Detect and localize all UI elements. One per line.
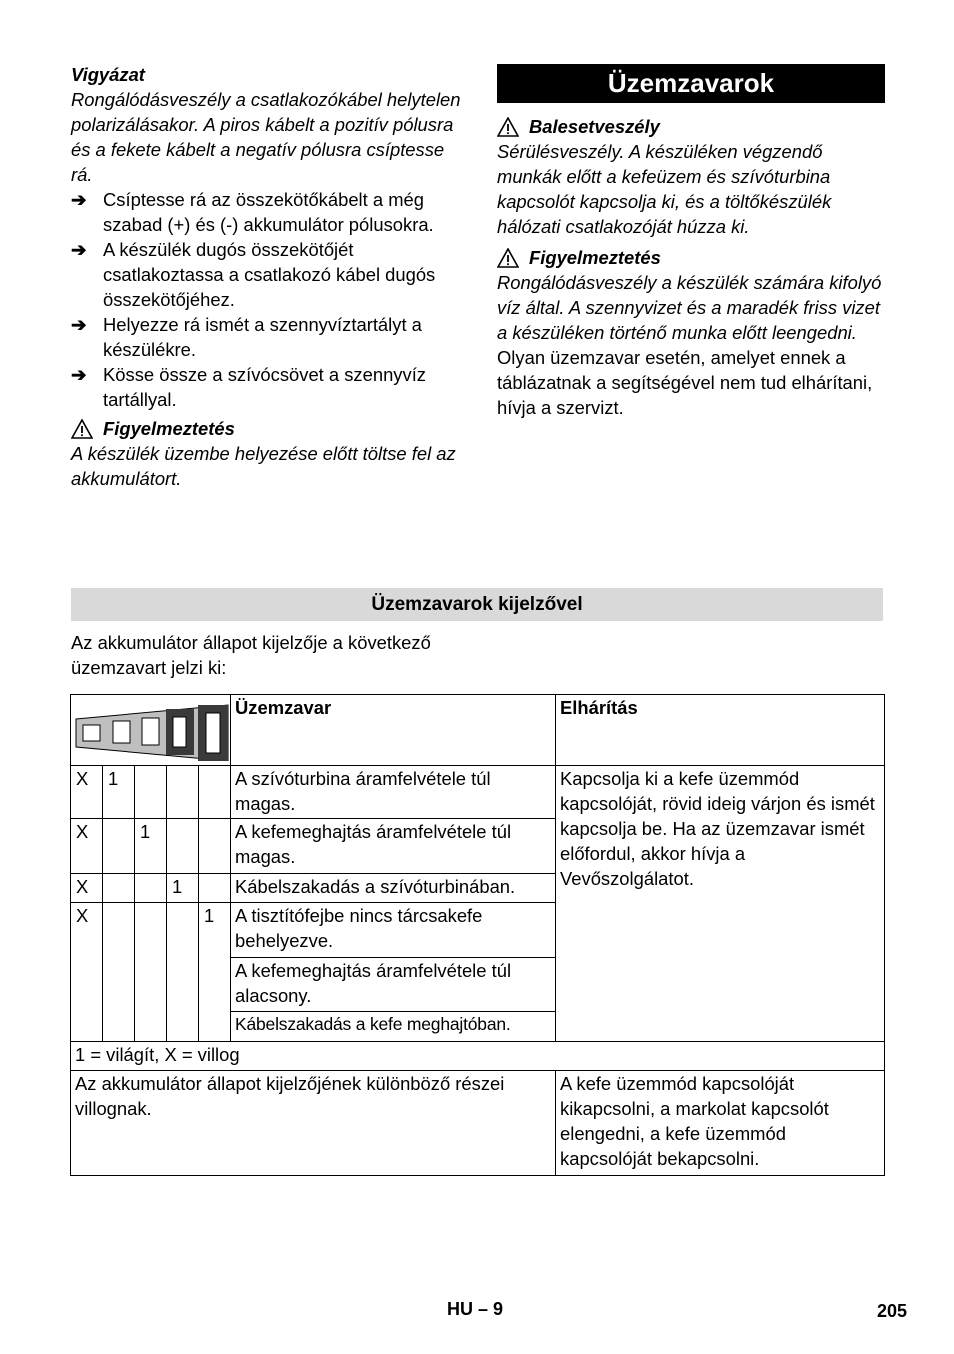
led-cell: [199, 819, 231, 874]
led-cell: X: [71, 766, 103, 819]
fault-table: [70, 694, 885, 1176]
column-header-remedy: Elhárítás: [556, 695, 885, 766]
led-cell: [199, 766, 231, 819]
remedy-cell: Kapcsolja ki a kefe üzemmód kapcsolóját, rövid ideig várjon és ismét kapcsolja be. Ha az üzemzavar ismét előfordul, akkor hívja a Vevőszolgálatot.: [556, 766, 885, 1042]
led-cell: X: [71, 819, 103, 874]
step-item: [71, 362, 461, 412]
led-cell: [103, 903, 135, 1042]
subsection-title: Üzemzavarok kijelzővel: [71, 588, 883, 621]
section-heading: Üzemzavarok: [497, 64, 885, 103]
led-cell: 1: [103, 766, 135, 819]
led-cell: [167, 819, 199, 874]
fault-cell: Kábelszakadás a szívóturbinában.: [231, 874, 556, 903]
led-cell: [135, 766, 167, 819]
footer-language-page: HU – 9: [447, 1299, 504, 1319]
table-row: [71, 1071, 885, 1176]
legend-cell: 1 = világít, X = villog: [71, 1042, 885, 1071]
body-text: Olyan üzemzavar esetén, amelyet ennek a táblázatnak a segítségével nem tud elhárítani, hívja a szervizt.: [497, 347, 873, 418]
step-item: [71, 237, 461, 312]
led-cell: 1: [135, 819, 167, 874]
warning-title: Figyelmeztetés: [103, 418, 235, 439]
fault-cell: Az akkumulátor állapot kijelzőjének különböző részei villognak.: [71, 1071, 556, 1176]
warning-title: Figyelmeztetés: [529, 247, 661, 268]
danger-heading: [497, 114, 885, 139]
led-cell: [103, 874, 135, 903]
remedy-cell: A kefe üzemmód kapcsolóját kikapcsolni, a markolat kapcsolót elengedni, a kefe üzemmód kapcsolóját bekapcsolni.: [556, 1071, 885, 1176]
warning-triangle-icon: [71, 419, 93, 439]
step-item: [71, 187, 461, 237]
fault-cell: A kefemeghajtás áramfelvétele túl magas.: [231, 819, 556, 874]
warning-heading: [71, 416, 461, 441]
caution-text: Rongálódásveszély a csatlakozókábel helytelen polarizálásakor. A piros kábelt a pozitív pólusra és a fekete kábelt a negatív pólusra csíptesse rá.: [71, 89, 461, 185]
footer-page-number: 205: [877, 1301, 908, 1321]
warning-heading: [497, 245, 885, 270]
arrow-right-icon: ➔: [71, 364, 87, 385]
left-column: [71, 62, 461, 491]
arrow-right-icon: ➔: [71, 314, 87, 335]
led-cell: [167, 903, 199, 1042]
led-cell: [135, 874, 167, 903]
caution-title: Vigyázat: [71, 64, 145, 85]
warning-triangle-icon: [497, 117, 519, 137]
step-text: Csíptesse rá az összekötőkábelt a még szabad (+) és (-) akkumulátor pólusokra.: [103, 189, 434, 235]
danger-title: Balesetveszély: [529, 116, 660, 137]
led-cell: 1: [167, 874, 199, 903]
table-row: [71, 766, 885, 819]
led-cell: [103, 819, 135, 874]
table-header-row: [71, 695, 885, 766]
fault-cell: A tisztítófejbe nincs tárcsakefe behelyezve.: [231, 903, 556, 958]
led-cell: [167, 766, 199, 819]
fault-cell: Kábelszakadás a kefe meghajtóban.: [231, 1012, 556, 1042]
led-cell: 1: [199, 903, 231, 1042]
danger-text: Sérülésveszély. A készüléken végzendő munkák előtt a kefeüzem és szívóturbina kapcsolót kapcsolja ki, és a töltőkészülék hálózati csatlakozóját húzza ki.: [497, 141, 832, 237]
intro-text: Az akkumulátor állapot kijelzője a következő üzemzavart jelzi ki:: [71, 632, 431, 678]
battery-level-indicator-icon: [72, 701, 230, 761]
fault-cell: A kefemeghajtás áramfelvétele túl alacsony.: [231, 958, 556, 1012]
step-text: A készülék dugós összekötőjét csatlakoztassa a csatlakozó kábel dugós összekötőjéhez.: [103, 239, 436, 310]
led-cell: [135, 903, 167, 1042]
legend-row: [71, 1042, 885, 1071]
warning-text: Rongálódásveszély a készülék számára kifolyó víz által. A szennyvizet és a maradék friss vizet a készüléken történő munka előtt leengedni.: [497, 272, 882, 343]
step-text: Helyezze rá ismét a szennyvíztartályt a készülékre.: [103, 314, 422, 360]
led-cell: X: [71, 874, 103, 903]
right-column: [497, 64, 885, 420]
warning-triangle-icon: [497, 248, 519, 268]
column-header-fault: Üzemzavar: [231, 695, 556, 766]
step-item: [71, 312, 461, 362]
step-text: Kösse össze a szívócsövet a szennyvíz tartállyal.: [103, 364, 427, 410]
led-cell: [199, 874, 231, 903]
warning-text: A készülék üzembe helyezése előtt töltse fel az akkumulátort.: [71, 443, 456, 489]
arrow-right-icon: ➔: [71, 239, 87, 260]
battery-indicator-cell: [71, 695, 231, 766]
led-cell: X: [71, 903, 103, 1042]
arrow-right-icon: ➔: [71, 189, 87, 210]
fault-cell: A szívóturbina áramfelvétele túl magas.: [231, 766, 556, 819]
